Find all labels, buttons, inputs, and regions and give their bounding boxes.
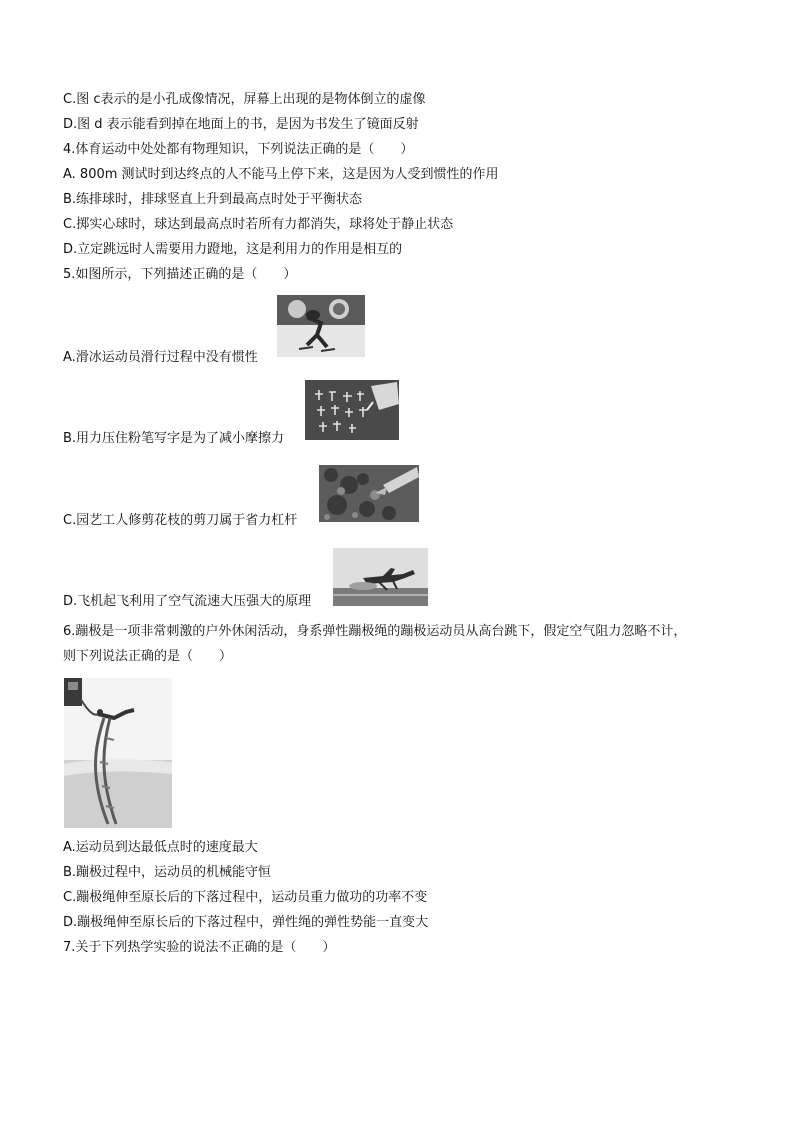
q7-stem: 7.关于下列热学实验的说法不正确的是（ ） xyxy=(63,940,336,955)
q6-option-d: D.蹦极绳伸至原长后的下落过程中，弹性绳的弹性势能一直变大 xyxy=(63,915,429,930)
q3-option-c: C.图 c表示的是小孔成像情况，屏幕上出现的是物体倒立的虚像 xyxy=(63,92,426,107)
chalk-writing-photo xyxy=(305,380,399,440)
q4-option-b: B.练排球时，排球竖直上升到最高点时处于平衡状态 xyxy=(63,192,363,207)
q5-option-b: B.用力压住粉笔写字是为了减小摩擦力 xyxy=(63,431,285,446)
q5-option-c: C.园艺工人修剪花枝的剪刀属于省力杠杆 xyxy=(63,513,298,528)
speed-skater-photo xyxy=(277,295,365,357)
airplane-takeoff-photo xyxy=(333,548,428,606)
q5-stem: 5.如图所示，下列描述正确的是（ ） xyxy=(63,267,297,282)
q5-option-d: D.飞机起飞利用了空气流速大压强大的原理 xyxy=(63,594,312,609)
bungee-jumper-photo xyxy=(64,678,172,828)
q6-stem-line1: 6.蹦极是一项非常刺激的户外休闲活动，身系弹性蹦极绳的蹦极运动员从高台跳下，假定空气阻力忽略不计， xyxy=(63,624,687,639)
q6-option-a: A.运动员到达最低点时的速度最大 xyxy=(63,840,258,855)
q6-option-b: B.蹦极过程中，运动员的机械能守恒 xyxy=(63,865,272,880)
pruning-shears-photo xyxy=(319,465,419,522)
q4-option-c: C.掷实心球时，球达到最高点时若所有力都消失，球将处于静止状态 xyxy=(63,217,454,232)
q4-stem: 4.体育运动中处处都有物理知识，下列说法正确的是（ ） xyxy=(63,142,414,157)
q4-option-d: D.立定跳远时人需要用力蹬地，这是利用力的作用是相互的 xyxy=(63,242,403,257)
q3-option-d: D.图 d 表示能看到掉在地面上的书，是因为书发生了镜面反射 xyxy=(63,117,419,132)
q5-option-a: A.滑冰运动员滑行过程中没有惯性 xyxy=(63,350,258,365)
q6-option-c: C.蹦极绳伸至原长后的下落过程中，运动员重力做功的功率不变 xyxy=(63,890,428,905)
q6-stem-line2: 则下列说法正确的是（ ） xyxy=(63,649,233,664)
q4-option-a: A. 800m 测试时到达终点的人不能马上停下来，这是因为人受到惯性的作用 xyxy=(63,167,499,182)
